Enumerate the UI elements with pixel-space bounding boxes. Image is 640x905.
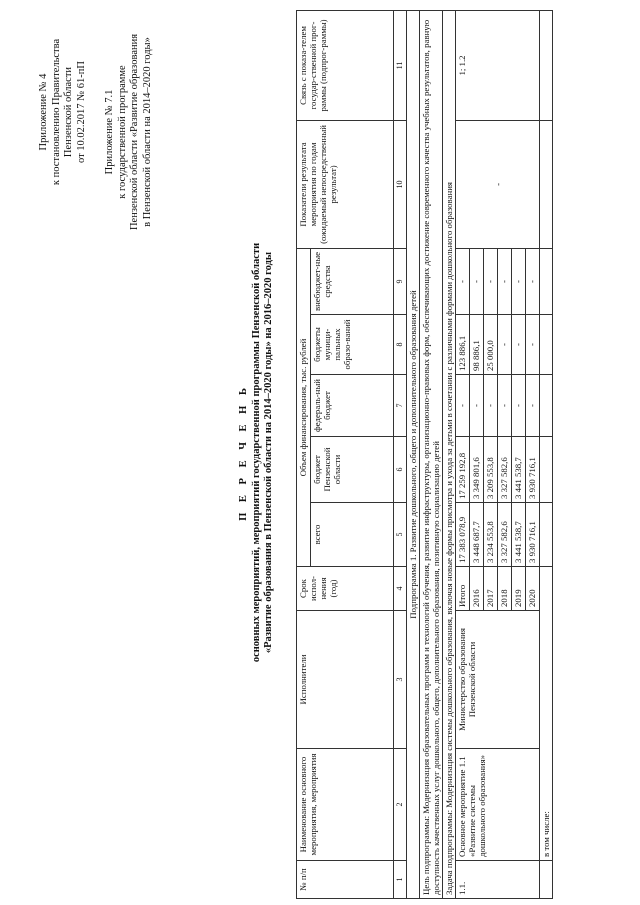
total-cell: 3 327 582,6: [498, 503, 512, 567]
header-funding: Объем финансирования, тыс. рублей: [297, 248, 311, 566]
appendix-4-line: от 10.02.2017 № 61-пП: [75, 60, 87, 164]
subprogram-row: [407, 10, 420, 898]
federal-cell: -: [484, 375, 498, 437]
column-number: 1: [394, 861, 407, 899]
subprogram-task: Задача подпрограммы: Модернизация системы дошкольного образования, включая новые формы присмотра и ухода за детьми в сочетании с различными формами дошкольного образования: [443, 10, 456, 898]
empty-cell: [540, 375, 553, 437]
task-row: [443, 10, 456, 898]
column-number: 9: [394, 248, 407, 314]
year-cell: 2020: [526, 567, 540, 611]
empty-cell: [540, 315, 553, 375]
title-line-2: «Развитие образования в Пензенской области на 2014–2020 годы» на 2016–2020 годы: [263, 251, 274, 654]
row-number: 1.1.: [456, 861, 540, 899]
regional-cell: 3 349 801,6: [470, 437, 484, 503]
total-cell: 3 441 538,7: [512, 503, 526, 567]
total-cell: 3 930 716,1: [526, 503, 540, 567]
header-executors: Исполнители: [297, 611, 394, 749]
program-link-cell: 1; 1.2: [456, 10, 540, 120]
empty-cell: [540, 10, 553, 120]
column-number: 5: [394, 503, 407, 567]
extra-cell: -: [484, 248, 498, 314]
column-number: 7: [394, 375, 407, 437]
federal-cell: -: [526, 375, 540, 437]
header-row-1: [297, 10, 311, 898]
including-label: в том числе:: [540, 567, 553, 861]
header-municipal-budget: бюджеты муници-пальных образо-ваний: [311, 315, 394, 375]
empty-cell: [540, 437, 553, 503]
regional-cell: 3 209 553,8: [484, 437, 498, 503]
extra-cell: -: [470, 248, 484, 314]
document-title: [238, 150, 276, 755]
municipal-cell: 25 000,0: [484, 315, 498, 375]
year-cell: 2017: [484, 567, 498, 611]
including-row: [540, 10, 553, 898]
column-number: 10: [394, 120, 407, 248]
empty-cell: [540, 248, 553, 314]
appendix-4-line: к постановлению Правительства: [50, 38, 62, 186]
total-cell: 3 234 553,8: [484, 503, 498, 567]
regional-cell: 17 259 192,8: [456, 437, 470, 503]
empty-cell: [540, 503, 553, 567]
regional-cell: 3 930 716,1: [526, 437, 540, 503]
extra-cell: -: [498, 248, 512, 314]
municipal-cell: -: [498, 315, 512, 375]
federal-cell: -: [456, 375, 470, 437]
including-num-cell: [540, 861, 553, 899]
column-number-row: [394, 10, 407, 898]
extra-cell: -: [456, 248, 470, 314]
federal-cell: -: [470, 375, 484, 437]
activities-table: [296, 10, 553, 899]
year-cell: 2018: [498, 567, 512, 611]
appendix-7-1-line: Приложение № 7.1: [104, 89, 115, 175]
year-cell: 2019: [512, 567, 526, 611]
appendix-7-1-block: [104, 7, 154, 257]
subprogram-title: Подпрограмма 1. Развитие дошкольного, общего и дополнительного образования детей: [407, 10, 420, 898]
appendix-7-1-line: к государственной программе: [116, 65, 128, 199]
municipal-cell: 98 886,1: [470, 315, 484, 375]
header-name: Наименование основного мероприятия, мероприятия: [297, 749, 394, 861]
table-row: [456, 10, 470, 898]
appendix-4-block: [38, 7, 88, 217]
municipal-cell: -: [526, 315, 540, 375]
column-number: 6: [394, 437, 407, 503]
activity-name: Основное мероприятие 1.1 «Развитие системы дошкольного образования»: [456, 749, 540, 861]
header-num: № п/п: [297, 861, 394, 899]
goal-row: [420, 10, 443, 898]
header-federal-budget: федераль-ный бюджет: [311, 375, 394, 437]
appendix-7-1-line: в Пензенской области на 2014–2020 годы»: [141, 37, 153, 227]
subprogram-goal: Цель подпрограммы: Модернизация образовательных программ и технологий обучения, развитие инфраструктуры, организационно-правовых форм, обеспечивающих достижение современного качества учебных результатов, равную доступность качественных услуг дошкольного, общего, дополнительного образования, позитивную социализацию детей: [420, 10, 443, 898]
header-link: Связь с показа-телем государ-ственной прог-раммы (подпрог-раммы): [297, 10, 394, 120]
regional-cell: 3 441 538,7: [512, 437, 526, 503]
title-word: П Е Р Е Ч Е Н Ь: [238, 384, 249, 521]
header-indicators: Показатели результата мероприятия по годам (ожидаемый непосредственный результат): [297, 120, 394, 248]
extra-cell: -: [512, 248, 526, 314]
column-number: 2: [394, 749, 407, 861]
municipal-cell: 123 886,1: [456, 315, 470, 375]
indicator-cell: -: [456, 120, 540, 248]
regional-cell: 3 327 582,6: [498, 437, 512, 503]
header-total: всего: [311, 503, 394, 567]
total-cell: 3 448 687,7: [470, 503, 484, 567]
federal-cell: -: [512, 375, 526, 437]
appendix-4-line: Пензенской области: [63, 66, 74, 158]
title-line-1: основных мероприятий, мероприятий государственной программы Пензенской области: [250, 242, 262, 663]
year-cell: Итого: [456, 567, 470, 611]
federal-cell: -: [498, 375, 512, 437]
column-number: 11: [394, 10, 407, 120]
total-cell: 17 383 078,9: [456, 503, 470, 567]
municipal-cell: -: [512, 315, 526, 375]
empty-cell: [540, 120, 553, 248]
header-extrabudgetary: внебюджет-ные средства: [311, 248, 394, 314]
activity-executor: Министерство образования Пензенской области: [456, 611, 540, 749]
column-number: 3: [394, 611, 407, 749]
header-regional-budget: бюджет Пензенской области: [311, 437, 394, 503]
column-number: 8: [394, 315, 407, 375]
column-number: 4: [394, 567, 407, 611]
appendix-7-1-line: Пензенской области «Развитие образования: [129, 33, 140, 231]
extra-cell: -: [526, 248, 540, 314]
header-term: Срок испол-нения (год): [297, 567, 394, 611]
year-cell: 2016: [470, 567, 484, 611]
appendix-4-line: Приложение № 4: [38, 73, 49, 151]
